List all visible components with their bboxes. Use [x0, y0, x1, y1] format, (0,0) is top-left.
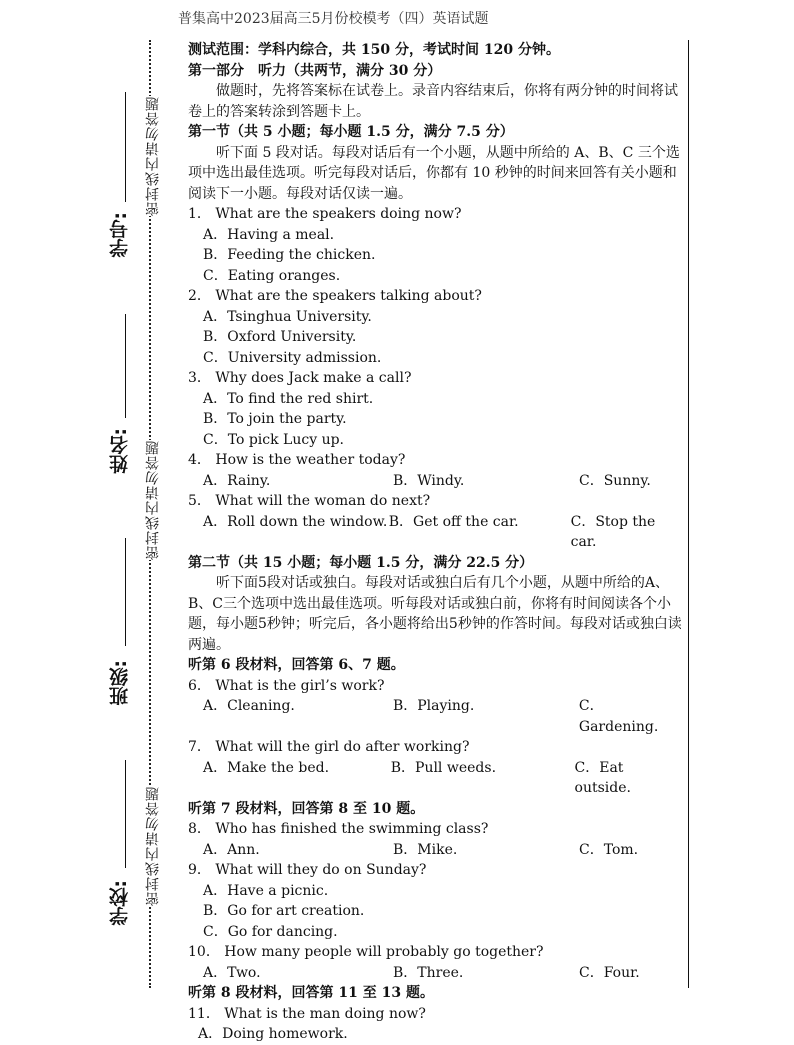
material-7-heading: 听第 7 段材料，回答第 8 至 10 题。: [188, 800, 425, 817]
q3-option-a: A．To find the red shirt.: [203, 390, 374, 407]
question-1: 1． What are the speakers doing now?: [188, 206, 462, 222]
q10-option-c: C．Four.: [579, 964, 640, 981]
q5-options: [188, 512, 683, 553]
q3-option-c: C．To pick Lucy up.: [203, 431, 344, 448]
q10-option-b: B．Three.: [393, 964, 464, 981]
section1-instruction: 听下面 5 段对话。每段对话后有一个小题，从题中所给的 A、B、C 三个选项中选出最佳选项。听完每段对话后，你都有 10 秒钟的时间来回答有关小题和阅读下一小题。每段对话仅读一遍。: [188, 144, 680, 202]
question-2: 2． What are the speakers talking about?: [188, 288, 482, 304]
q9-option-c: C．Go for dancing.: [203, 923, 338, 940]
q6-options: [188, 696, 683, 737]
q7-option-b: B．Pull weeds.: [390, 759, 497, 776]
student-id-label: 学号:: [109, 212, 131, 258]
q6-option-a: A．Cleaning.: [203, 698, 295, 714]
section2-title: 第二节（共 15 小题；每小题 1.5 分，满分 22.5 分）: [188, 554, 534, 571]
section1-title: 第一节（共 5 小题；每小题 1.5 分，满分 7.5 分）: [188, 124, 514, 140]
part1-instruction: 做题时，先将答案标在试卷上。录音内容结束后，你将有两分钟的时间将试卷上的答案转涂到答题卡上。: [188, 83, 678, 120]
q9-option-a: A．Have a picnic.: [203, 882, 329, 899]
q7-option-a: A．Make the bed.: [203, 759, 330, 776]
q2-option-b: B．Oxford University.: [203, 329, 357, 345]
q5-option-c: C．Stop the car.: [570, 513, 656, 550]
q1-option-b: B．Feeding the chicken.: [203, 247, 376, 263]
name-line: [125, 314, 126, 418]
seal-notice-3: 密封线内请勿答题: [145, 786, 161, 906]
section2-instruction: 听下面5段对话或独白。每段对话或独白后有几个小题，从题中所给的A、B、C三个选项中选出最佳选项。听每段对话或独白前，你将有时间阅读各个小题，每小题5秒钟；听完后，各小题将给出5秒钟的作答时间。每段对话或独白读两遍。: [188, 575, 682, 653]
q11-option-a: A．Doing homework.: [198, 1026, 348, 1042]
q7-option-c: C．Eat outside.: [574, 759, 631, 796]
name-label: 姓名:: [109, 428, 131, 474]
part1-title: 第一部分 听力（共两节，满分 30 分）: [188, 62, 442, 79]
q3-option-b: B．To join the party.: [203, 411, 347, 427]
exam-scope: 测试范围：学科内综合，共 150 分，考试时间 120 分钟。: [188, 42, 560, 58]
page-header: 普集高中2023届高三5月份校模考（四）英语试题: [178, 11, 489, 27]
material-6-heading: 听第 6 段材料，回答第 6、7 题。: [188, 657, 405, 673]
material-8-heading: 听第 8 段材料，回答第 11 至 13 题。: [188, 985, 434, 1001]
exam-content: [188, 40, 683, 1045]
q8-option-a: A．Ann.: [203, 841, 260, 858]
question-10: 10． How many people will probably go together?: [188, 944, 544, 960]
right-border: [688, 40, 689, 988]
q8-option-c: C．Tom.: [579, 841, 639, 858]
q4-option-c: C．Sunny.: [579, 472, 651, 489]
q7-options: [188, 758, 683, 799]
student-id-line: [125, 92, 126, 202]
q4-options: [188, 471, 683, 492]
question-4: 4． How is the weather today?: [188, 452, 406, 468]
q9-option-b: B．Go for art creation.: [203, 903, 365, 919]
class-line: [125, 538, 126, 646]
q4-option-b: B．Windy.: [393, 472, 465, 489]
q10-options: [188, 963, 683, 984]
q5-option-b: B．Get off the car.: [388, 513, 519, 530]
question-5: 5． What will the woman do next?: [188, 493, 431, 509]
q6-option-c: C．Gardening.: [578, 698, 659, 735]
school-label: 学校:: [109, 880, 131, 926]
class-label: 班级:: [109, 660, 131, 706]
q5-option-a: A．Roll down the window.: [203, 513, 388, 530]
q10-option-a: A．Two.: [203, 964, 261, 981]
question-11: 11． What is the man doing now?: [188, 1005, 426, 1022]
q1-option-c: C．Eating oranges.: [203, 267, 341, 284]
q4-option-a: A．Rainy.: [203, 472, 271, 489]
school-line: [125, 760, 126, 868]
question-9: 9． What will they do on Sunday?: [188, 862, 427, 878]
question-7: 7． What will the girl do after working?: [188, 739, 470, 755]
question-3: 3． Why does Jack make a call?: [188, 370, 412, 386]
q6-option-b: B．Playing.: [392, 698, 475, 714]
q8-options: [188, 840, 683, 861]
question-8: 8． Who has finished the swimming class?: [188, 821, 489, 837]
q1-option-a: A．Having a meal.: [203, 226, 335, 243]
q8-option-b: B．Mike.: [393, 841, 458, 858]
q2-option-c: C．University admission.: [203, 349, 382, 366]
seal-notice-2: 密封线内请勿答题: [145, 440, 161, 560]
seal-notice-1: 密封线内请勿答题: [145, 96, 161, 216]
question-6: 6． What is the girl’s work?: [188, 677, 385, 694]
q2-option-a: A．Tsinghua University.: [203, 308, 372, 325]
